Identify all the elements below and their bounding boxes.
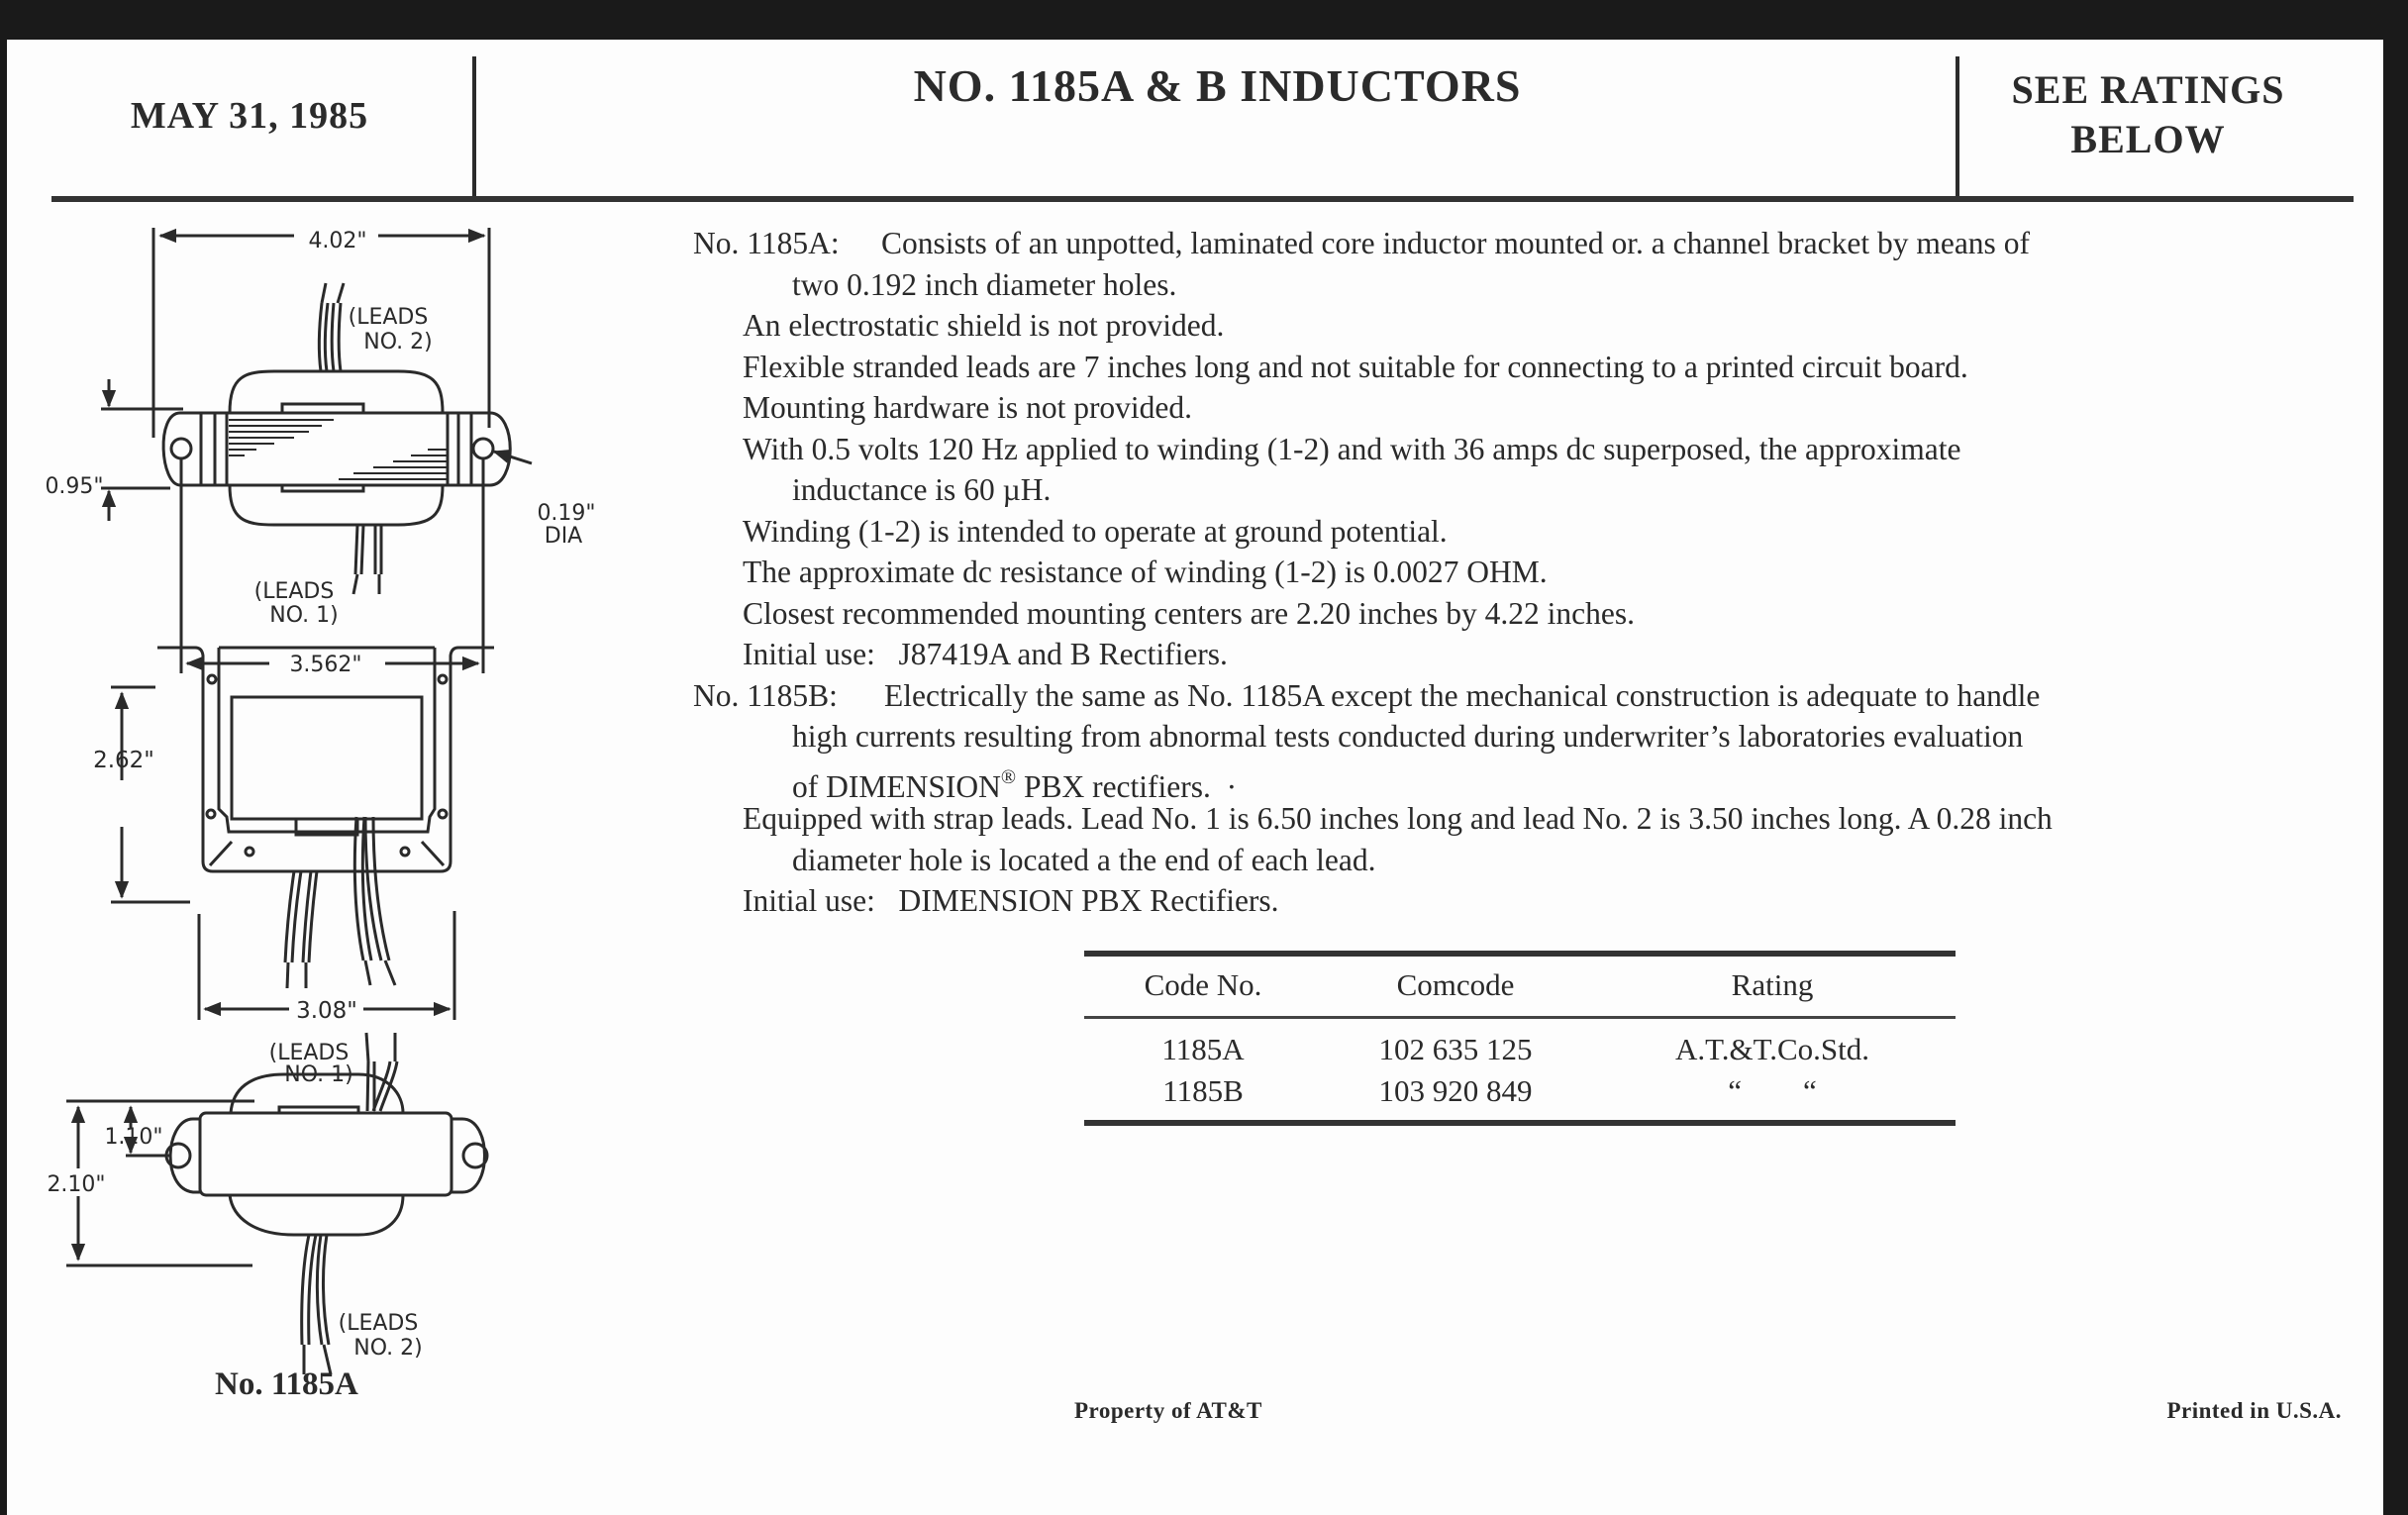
col-header-rating: Rating (1731, 967, 1814, 1002)
ratings-table (1084, 951, 1956, 1126)
ratings-note-line1: SEE RATINGS (2011, 67, 2285, 112)
dim-hole-dia-line1: 0.19" (537, 501, 596, 526)
table-header-row (1084, 964, 1956, 1006)
table-row (1084, 1029, 1956, 1070)
cell-code: 1185A (1161, 1032, 1245, 1066)
registered-mark: ® (1000, 765, 1017, 788)
dim-total-height: 2.10" (47, 1172, 106, 1197)
figure-caption: No. 1185A (215, 1366, 358, 1402)
ratings-note-line2: BELOW (2070, 117, 2226, 161)
item-a-initial-use: Initial use: J87419A and B Rectifiers. (743, 637, 1228, 671)
item-a-line: With 0.5 volts 120 Hz applied to winding (1-2) and with 36 amps dc superposed, the approximate (743, 431, 1961, 466)
front-view-drawing (111, 648, 494, 1020)
page-title: NO. 1185A & B INDUCTORS (913, 60, 1522, 111)
side-leads-top-line2: NO. 1) (284, 1062, 353, 1087)
leads-bottom-label-line1: (LEADS (253, 579, 335, 604)
item-a-line: The approximate dc resistance of winding (1-2) is 0.0027 OHM. (743, 555, 1548, 589)
col-header-code: Code No. (1144, 967, 1262, 1002)
cell-rating: A.T.&T.Co.Std. (1674, 1032, 1870, 1066)
item-b-line: PBX rectifiers. · (1016, 768, 1238, 804)
cell-comcode: 103 920 849 (1378, 1073, 1533, 1108)
dim-hole-spacing: 3.562" (289, 653, 362, 677)
item-a-line: Flexible stranded leads are 7 inches long and not suitable for connecting to a printed circuit board. (743, 349, 1968, 384)
item-b-tag: No. 1185B: (693, 677, 838, 713)
item-b-line: Electrically the same as No. 1185A except the mechanical construction is adequate to handle (884, 677, 2041, 713)
footer-printed: Printed in U.S.A. (2166, 1398, 2342, 1423)
cell-code: 1185B (1162, 1073, 1244, 1108)
table-bottom-rule (1084, 1120, 1956, 1126)
footer-property: Property of AT&T (1074, 1398, 1262, 1423)
dim-bracket-height: 2.62" (93, 748, 154, 773)
cell-comcode: 102 635 125 (1378, 1032, 1533, 1066)
leads-bottom-label-line2: NO. 1) (269, 603, 339, 628)
item-b-line: diameter hole is located a the end of each lead. (792, 842, 1376, 877)
item-a-line: Consists of an unpotted, laminated core inductor mounted or. a channel bracket by means of (881, 226, 2030, 260)
side-leads-bottom-line2: NO. 2) (353, 1336, 423, 1361)
dim-bracket-width: 3.08" (296, 998, 357, 1024)
cell-rating: “ “ (1728, 1073, 1817, 1108)
spec-sheet-page (7, 40, 2383, 1515)
dim-hole-dia-line2: DIA (544, 524, 583, 549)
table-row (1084, 1070, 1956, 1112)
item-b-line: of DIMENSION (792, 768, 1001, 804)
inductor-drawings (7, 40, 700, 1515)
leads-top-label-line2: NO. 2) (363, 330, 433, 354)
dim-height: 0.95" (45, 474, 104, 499)
ratings-note (1962, 65, 2334, 164)
item-a-line: inductance is 60 µH. (792, 472, 1052, 507)
item-a-line: Winding (1-2) is intended to operate at ground potential. (743, 513, 1448, 549)
item-b-line: high currents resulting from abnormal tests conducted during underwriter’s laboratories evaluation (792, 719, 2024, 754)
leads-top-label-line1: (LEADS (348, 305, 429, 330)
description-text (693, 223, 2317, 922)
item-a-line: Mounting hardware is not provided. (743, 390, 1193, 425)
item-b-initial-use: Initial use: DIMENSION PBX Rectifiers. (743, 883, 1279, 918)
table-top-rule (1084, 951, 1956, 957)
col-header-comcode: Comcode (1396, 967, 1515, 1002)
item-a-line: Closest recommended mounting centers are 2.20 inches by 4.22 inches. (743, 595, 1636, 631)
issue-date: MAY 31, 1985 (130, 95, 369, 137)
header-divider-right (1956, 56, 1959, 200)
side-view-drawing (66, 1033, 487, 1374)
side-leads-bottom-line1: (LEADS (338, 1311, 419, 1336)
item-a-tag: No. 1185A: (693, 226, 840, 260)
dim-partial-height: 1.10" (104, 1125, 163, 1150)
item-a-line: An electrostatic shield is not provided. (743, 308, 1225, 343)
dim-overall-length: 4.02" (308, 229, 367, 253)
item-b-line: Equipped with strap leads. Lead No. 1 is 6.50 inches long and lead No. 2 is 3.50 inches long. A 0.28 inch (743, 801, 2053, 836)
side-leads-top-line1: (LEADS (268, 1041, 350, 1065)
item-a-line: two 0.192 inch diameter holes. (792, 266, 1177, 302)
